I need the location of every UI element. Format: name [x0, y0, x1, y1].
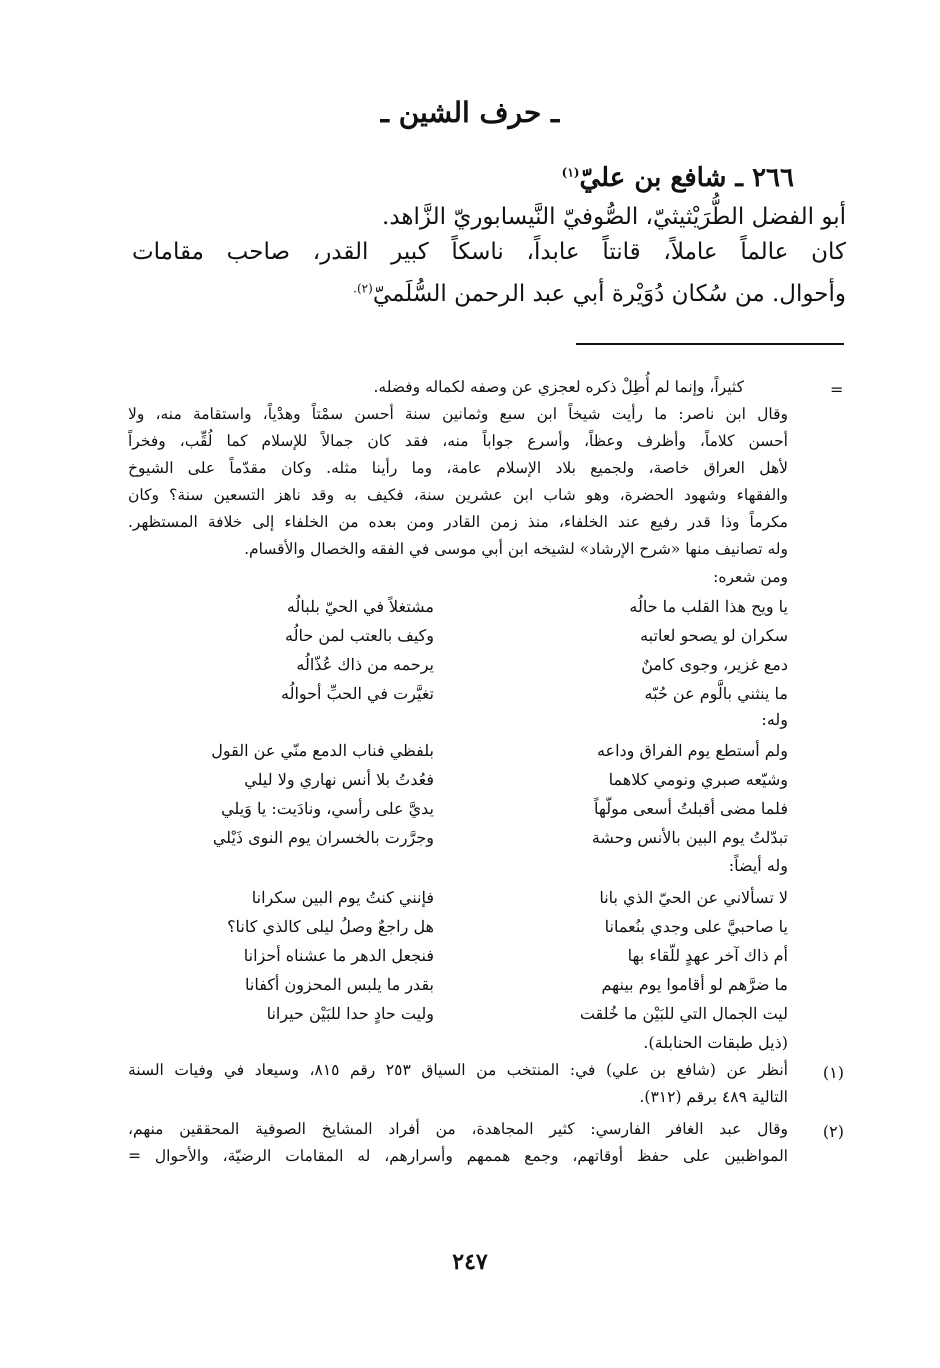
poem-1-verse-1-right: يا ويح هذا القلب ما حالُه	[629, 597, 788, 616]
note-line: والفقهاء وشهود الحضرة، وهو شاب ابن عشرين سنة، فكيف به وقد ناهز التسعين سنة؟ وكان	[128, 486, 788, 504]
footnote-ref-2: (٢).	[353, 281, 373, 296]
poem-1-verse-2-right: سكران لو يصحو لعاتبه	[640, 626, 788, 645]
poem-3-verse-3-left: فنجعل الدهر ما عشناه أحزانا	[243, 946, 434, 965]
poem-2-verse-1-left: بلفظي فناب الدمع منّي عن القول	[211, 741, 434, 760]
label-lahu: وله:	[761, 710, 788, 729]
note-line: كثيراً، وإنما لم أُطِلْ ذكره لعجزي عن وصفه لكماله وفضله.	[373, 378, 744, 396]
poem-3-verse-5-right: ليت الجمال التي للبَيْن ما خُلقت	[579, 1004, 788, 1023]
footnote-line: المواظبين على حفظ أوقاتهم، وجمع هممهم وأسرارهم، له المقامات الرضيّة، والأحوال =	[128, 1147, 788, 1165]
entry-line-3-text: وأحوال. من سُكان دُوَيْرة أبي عبد الرحمن السُّلَميّ	[372, 281, 846, 307]
page-number: ٢٤٧	[452, 1249, 488, 1275]
footnote-number: (٢)	[822, 1122, 844, 1141]
chapter-title: ـ حرف الشين ـ	[380, 96, 560, 129]
note-line: أحسن كلاماً، وأظرف وعظاً، وأسرع جواباً منه، فقد كان جمالاً للإسلام كما لُقِّب، وفخراً	[128, 432, 788, 450]
footnote-line: أنظر عن (شافع بن علي) في: المنتخب من السياق ٢٥٣ رقم ٨١٥، وسيعاد في وفيات السنة	[128, 1061, 788, 1079]
note-line: وقال ابن ناصر: ما رأيت شيخاً ابن سبع وثمانين سنة أحسن سمْتاً وهدْياً، واستقامة منه، ولا	[128, 405, 788, 423]
entry-line-1: أبو الفضل الطُّرَيْثيثيّ، الصُّوفيّ النَّيسابوريّ الزَّاهد.	[382, 204, 846, 230]
poem-3-verse-1-right: لا تسألاني عن الحيّ الذي بانا	[599, 888, 788, 907]
footnote-line: التالية ٤٨٩ برقم (٣١٢).	[639, 1088, 788, 1106]
poem-1-verse-3-right: دمع غزير، وجوى كامنٌ	[641, 655, 788, 674]
poem-2-verse-1-right: ولم أستطع يوم الفراق وداعه	[596, 741, 788, 760]
poem-intro: ومن شعره:	[713, 568, 788, 586]
poem-2-verse-4-right: تبدّلتُ يوم البين بالأنس وحشة	[591, 828, 788, 847]
poem-3-verse-3-right: أم ذاك آخر عهدٍ للّقاء بها	[627, 946, 788, 965]
entry-heading-text: ٢٦٦ ـ شافع بن عليّ	[579, 163, 794, 193]
poem-2-verse-2-left: فعُدتُ بلا أنس نهاري ولا ليلي	[244, 770, 434, 789]
note-line: وله تصانيف منها «شرح الإرشاد» لشيخه ابن أبي موسى في الفقه والخصال والأقسام.	[244, 540, 788, 558]
entry-line-2: كان عالماً عاملاً، قانتاً عابداً، ناسكاً كبير القدر، صاحب مقامات	[132, 239, 846, 265]
poem-1-verse-2-left: وكيف بالعتب لمن حالُه	[285, 626, 434, 645]
poem-1-verse-3-left: يرحمه من ذاك عُذّالُه	[296, 655, 434, 674]
poem-2-verse-3-right: فلما مضى أقبلتُ أسعى مولّهاً	[594, 799, 788, 818]
label-aydan: وله أيضاً:	[728, 856, 788, 875]
poem-3-verse-2-left: هل راجعٌ وصلُ ليلى كالذي كانا؟	[227, 917, 434, 936]
source-citation: (ذيل طبقات الحنابلة).	[643, 1033, 788, 1052]
poem-3-verse-1-left: فإنني كنتُ يوم البين سكرانا	[251, 888, 434, 907]
poem-2-verse-4-left: وجرَّرت بالخسران يوم النوى ذَيْلي	[212, 828, 434, 847]
poem-3-verse-2-right: يا صاحبيَّ على وجدي بنُعمانا	[604, 917, 788, 936]
poem-3-verse-4-left: بقدر ما يلبس المحزون أكفانا	[245, 975, 434, 994]
entry-heading	[562, 163, 794, 193]
poem-3-verse-5-left: وليت حادٍ حدا للبَيْن حيرانا	[266, 1004, 434, 1023]
footnote-divider	[576, 343, 844, 345]
footnote-ref-1: (١)	[561, 165, 580, 180]
poem-1-verse-4-left: تغيَّرت في الحبِّ أحوالُه	[281, 684, 434, 703]
poem-1-verse-1-left: مشتغلاً في الحيّ بلبالُه	[286, 597, 434, 616]
poem-2-verse-3-left: يديَّ على رأسي، ونادَيت: يا وَيلي	[221, 799, 434, 818]
poem-3-verse-4-right: ما ضرَّهم لو أقاموا يوم بينهم	[601, 975, 788, 994]
footnote-number: (١)	[822, 1063, 844, 1082]
continuation-marker: =	[830, 380, 844, 399]
poem-1-verse-4-right: ما ينثني بالَّوم عن حُبّه	[644, 684, 788, 703]
entry-line-3	[353, 281, 846, 307]
note-line: مكرماً وذا قدر رفيع عند الخلفاء، منذ زمن القادر ومن بعده من الخلفاء إلى خلافة المستظهر.	[128, 513, 788, 531]
poem-2-verse-2-right: وشيّعه صبري ونومي كلاهما	[608, 770, 788, 789]
note-line: لأهل العراق خاصة، ولجميع بلاد الإسلام عامة، وما رأينا مثله. وكان مقدّماً على الشيوخ	[128, 459, 788, 477]
footnote-line: وقال عبد الغافر الفارسي: كثير المجاهدة، من أفراد المشايخ الصوفية المحققين منهم،	[128, 1120, 788, 1138]
